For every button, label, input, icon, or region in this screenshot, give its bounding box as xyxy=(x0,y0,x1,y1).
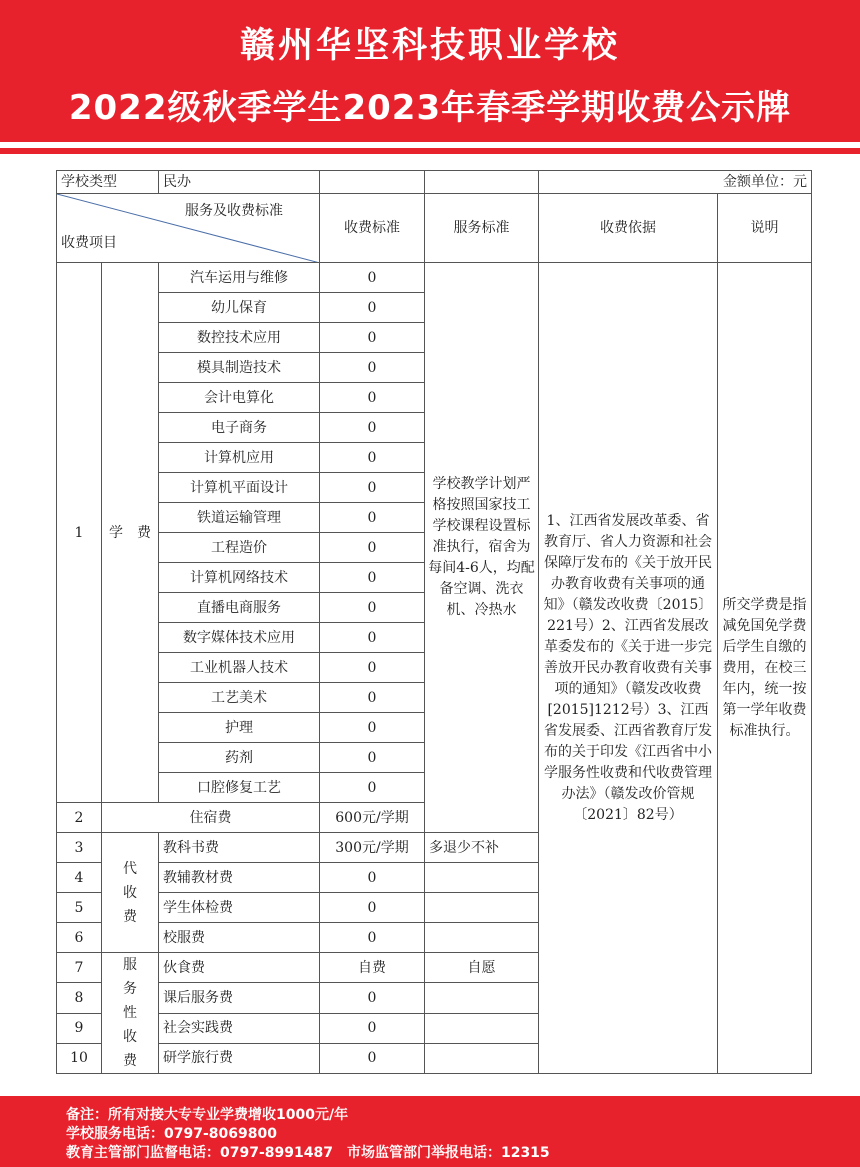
fee-standard: 0 xyxy=(320,563,425,593)
info-row xyxy=(57,171,812,194)
service-fee-category: 服 务 性 收 费 xyxy=(102,953,159,1074)
row-number: 3 xyxy=(57,833,102,863)
footer-service-phone: 学校服务电话：0797-8069800 xyxy=(66,1126,277,1142)
major-name: 计算机平面设计 xyxy=(159,473,320,503)
major-name: 电子商务 xyxy=(159,413,320,443)
service-standard: 多退少不补 xyxy=(425,833,539,863)
major-name: 汽车运用与维修 xyxy=(159,263,320,293)
item-name: 伙食费 xyxy=(159,953,320,983)
fee-standard: 0 xyxy=(320,923,425,953)
diagonal-header-cell xyxy=(57,194,320,263)
service-standard xyxy=(425,923,539,953)
table-row xyxy=(57,263,812,293)
major-name: 铁道运输管理 xyxy=(159,503,320,533)
service-standard xyxy=(425,863,539,893)
header-fee-standard: 收费标准 xyxy=(320,194,425,263)
fee-standard: 0 xyxy=(320,293,425,323)
fee-standard: 0 xyxy=(320,863,425,893)
header-row xyxy=(57,194,812,263)
row-number: 6 xyxy=(57,923,102,953)
fee-standard: 0 xyxy=(320,503,425,533)
fee-standard: 0 xyxy=(320,443,425,473)
item-name: 社会实践费 xyxy=(159,1013,320,1043)
fee-standard: 600元/学期 xyxy=(320,803,425,833)
fee-table xyxy=(56,170,812,1074)
fee-standard: 0 xyxy=(320,473,425,503)
major-name: 工艺美术 xyxy=(159,683,320,713)
dorm-fee-name: 住宿费 xyxy=(102,803,320,833)
row-number: 10 xyxy=(57,1043,102,1073)
footer-remark: 备注：所有对接大专专业学费增收1000元/年 xyxy=(66,1107,349,1123)
fee-standard: 0 xyxy=(320,533,425,563)
row-number: 5 xyxy=(57,893,102,923)
item-name: 校服费 xyxy=(159,923,320,953)
service-standard: 自愿 xyxy=(425,953,539,983)
page-title: 2022级秋季学生2023年春季学期收费公示牌 xyxy=(68,88,792,128)
major-name: 药剂 xyxy=(159,743,320,773)
major-name: 直播电商服务 xyxy=(159,593,320,623)
school-type-label: 学校类型 xyxy=(57,171,159,194)
fee-standard: 0 xyxy=(320,413,425,443)
header-service-and-fee: 服务及收费标准 xyxy=(185,203,283,219)
fee-standard: 0 xyxy=(320,983,425,1013)
major-name: 数控技术应用 xyxy=(159,323,320,353)
header-note: 说明 xyxy=(718,194,812,263)
major-name: 计算机网络技术 xyxy=(159,563,320,593)
item-name: 课后服务费 xyxy=(159,983,320,1013)
header-fee-item: 收费项目 xyxy=(61,235,117,251)
header-stripe xyxy=(0,148,860,154)
fee-standard: 0 xyxy=(320,893,425,923)
row-number: 7 xyxy=(57,953,102,983)
footer-banner xyxy=(0,1096,860,1167)
service-standard-text: 学校教学计划严格按照国家技工学校课程设置标准执行，宿舍为每间4-6人，均配备空调、洗衣机、冷热水 xyxy=(425,263,539,833)
row-number: 4 xyxy=(57,863,102,893)
school-name: 赣州华坚科技职业学校 xyxy=(239,26,620,66)
item-name: 学生体检费 xyxy=(159,893,320,923)
service-standard xyxy=(425,1043,539,1073)
row-number: 2 xyxy=(57,803,102,833)
major-name: 模具制造技术 xyxy=(159,353,320,383)
header-banner xyxy=(0,0,860,142)
fee-standard: 0 xyxy=(320,593,425,623)
row-number: 8 xyxy=(57,983,102,1013)
fee-standard: 0 xyxy=(320,683,425,713)
unit-label: 金额单位：元 xyxy=(539,171,812,194)
item-name: 教辅教材费 xyxy=(159,863,320,893)
fee-standard: 0 xyxy=(320,263,425,293)
footer-supervision-phones: 教育主管部门监督电话：0797-8991487 市场监管部门举报电话：12315 xyxy=(66,1145,550,1161)
fee-standard: 自费 xyxy=(320,953,425,983)
service-standard xyxy=(425,1013,539,1043)
major-name: 幼儿保育 xyxy=(159,293,320,323)
header-service-standard: 服务标准 xyxy=(425,194,539,263)
major-name: 数字媒体技术应用 xyxy=(159,623,320,653)
fee-standard: 0 xyxy=(320,353,425,383)
service-standard xyxy=(425,983,539,1013)
fee-standard: 0 xyxy=(320,383,425,413)
major-name: 工程造价 xyxy=(159,533,320,563)
fee-standard: 0 xyxy=(320,1043,425,1073)
fee-standard: 0 xyxy=(320,743,425,773)
service-standard xyxy=(425,893,539,923)
fee-basis-text: 1、江西省发展改革委、省教育厅、省人力资源和社会保障厅发布的《关于放开民办教育收费有关事项的通知》（赣发改收费〔2015〕221号）2、江西省发展改革委发布的《关于进一步完善放开民办教育收费有关事项的通知》（赣发改收费[2015]1212号）3、江西省发展委、江西省教育厅发布的关于印发《江西省中小学服务性收费和代收费管理办法》（赣发改价管规〔2021〕82号） xyxy=(539,263,718,1074)
fee-standard: 300元/学期 xyxy=(320,833,425,863)
row-number: 1 xyxy=(57,263,102,803)
note-text: 所交学费是指减免国免学费后学生自缴的费用，在校三年内，统一按第一学年收费标准执行。 xyxy=(718,263,812,1074)
major-name: 会计电算化 xyxy=(159,383,320,413)
major-name: 计算机应用 xyxy=(159,443,320,473)
major-name: 工业机器人技术 xyxy=(159,653,320,683)
major-name: 口腔修复工艺 xyxy=(159,773,320,803)
fee-standard: 0 xyxy=(320,623,425,653)
fee-standard: 0 xyxy=(320,653,425,683)
item-name: 教科书费 xyxy=(159,833,320,863)
fee-standard: 0 xyxy=(320,773,425,803)
item-name: 研学旅行费 xyxy=(159,1043,320,1073)
major-name: 护理 xyxy=(159,713,320,743)
header-basis: 收费依据 xyxy=(539,194,718,263)
agency-category: 代 收 费 xyxy=(102,833,159,953)
tuition-category: 学 费 xyxy=(102,263,159,803)
fee-standard: 0 xyxy=(320,713,425,743)
fee-standard: 0 xyxy=(320,1013,425,1043)
row-number: 9 xyxy=(57,1013,102,1043)
school-type-value: 民办 xyxy=(159,171,320,194)
fee-standard: 0 xyxy=(320,323,425,353)
